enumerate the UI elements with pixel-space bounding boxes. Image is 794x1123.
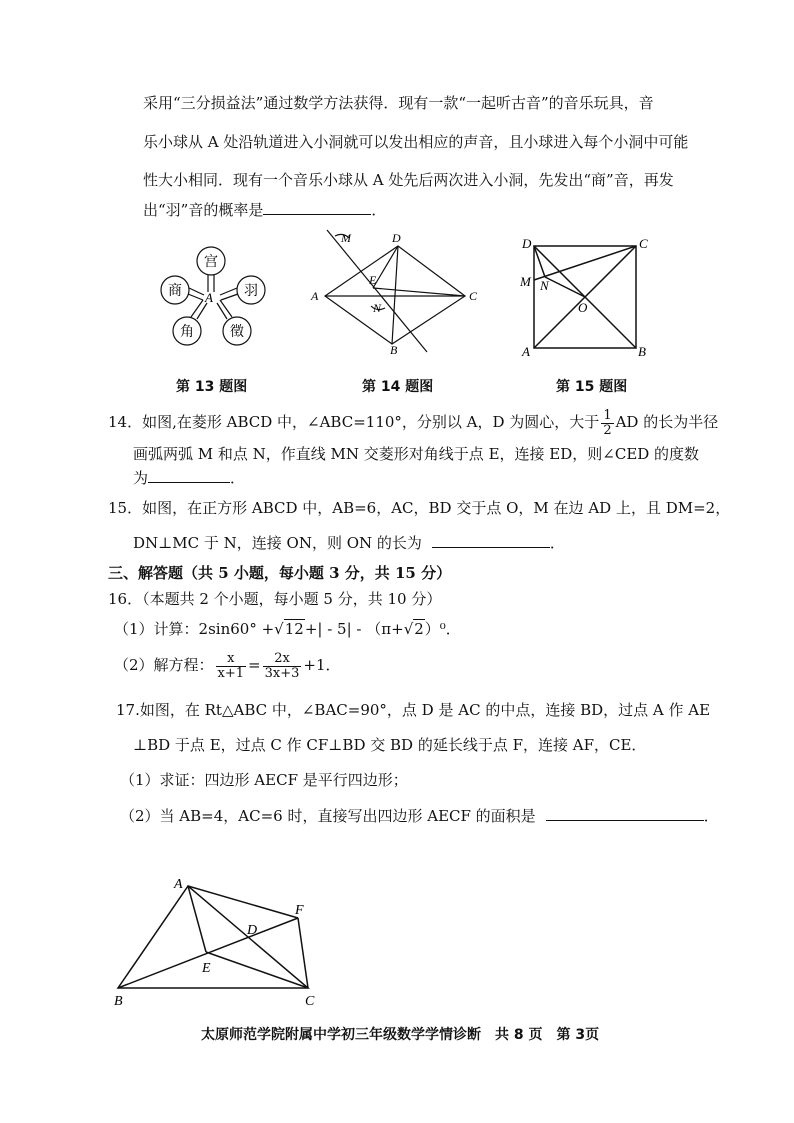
q13-line3: 性大小相同．现有一个音乐小球从 A 处先后两次进入小洞，先发出“商”音，再发 — [143, 171, 674, 189]
q16-title: 16．（本题共 2 个小题，每小题 5 分，共 10 分） — [108, 590, 442, 608]
q13-answer-blank[interactable] — [263, 214, 371, 215]
q17-end: ． — [703, 807, 719, 825]
q13-line4 — [143, 200, 386, 220]
label-m: M — [520, 274, 531, 289]
q14-answer-blank[interactable] — [148, 482, 230, 483]
caption-15: 第 15 题图 — [556, 379, 628, 395]
q14-line3-text: 为 — [133, 469, 149, 487]
label-a: A — [174, 877, 183, 892]
q16-f2-den: 3x+3 — [264, 665, 300, 681]
segment-af — [188, 886, 298, 918]
note-shang: 商 — [168, 283, 182, 299]
label-c: C — [305, 994, 315, 1009]
q14-frac-num: 1 — [603, 407, 612, 423]
q14-fraction — [601, 409, 613, 438]
sqrt-symbol: √ — [274, 620, 284, 638]
q17-answer-blank[interactable] — [546, 820, 704, 821]
note-gong: 宫 — [204, 254, 218, 270]
q16-p2-eq: = — [248, 656, 261, 674]
caption-13: 第 13 题图 — [176, 379, 248, 395]
q15-line2 — [133, 533, 565, 553]
triangle-abc — [118, 886, 308, 988]
segment-ed — [373, 246, 398, 288]
q15-end: ． — [549, 534, 565, 552]
q15-answer-blank[interactable] — [432, 547, 550, 548]
label-n: N — [540, 278, 549, 293]
q13-line4-text: 出“羽”音的概率是 — [143, 201, 264, 219]
q15-line2-text: DN⊥MC 于 N，连接 ON，则 ON 的长为 — [133, 534, 422, 552]
label-c: C — [469, 289, 478, 303]
q16-p1-a: （1）计算：2sin60° + — [114, 620, 275, 638]
q16-p1-c: ）⁰． — [424, 620, 461, 638]
note-zhi: 徵 — [230, 324, 244, 340]
figure-17 — [108, 872, 328, 1012]
label-n: N — [373, 301, 382, 315]
sqrt-symbol: √ — [403, 620, 414, 638]
note-jue: 角 — [180, 324, 194, 340]
page-footer: 太原师范学院附属中学初三年级数学学情诊断 共 8 页 第 3页 — [201, 1027, 600, 1043]
segment-ae — [188, 886, 206, 952]
q16-p1-sqrt1: 12 — [284, 620, 304, 638]
note-yu: 羽 — [244, 283, 258, 299]
q16-p1-b: +| - 5| - （π+ — [304, 620, 404, 638]
q17-line2: ⊥BD 于点 E，过点 C 作 CF⊥BD 交 BD 的延长线于点 F，连接 AF，CE． — [133, 736, 647, 754]
label-e: E — [369, 273, 377, 287]
q17-line1: 17.如图，在 Rt△ABC 中，∠BAC=90°，点 D 是 AC 的中点，连接 BD，过点 A 作 AE — [116, 701, 711, 719]
q14-line1a: 14．如图,在菱形 ABCD 中，∠ABC=110°，分别以 A，D 为圆心，大于 — [108, 413, 600, 431]
label-a: A — [522, 344, 530, 359]
q16-f1-den: x+1 — [217, 665, 245, 681]
q16-f1-num: x — [216, 652, 247, 667]
q16-fraction-1 — [216, 652, 247, 681]
label-b: B — [390, 343, 398, 357]
segment-cf — [298, 918, 308, 988]
q14-end: ． — [230, 469, 246, 487]
q14-line1 — [108, 408, 718, 438]
label-d: D — [522, 236, 532, 251]
caption-14: 第 14 题图 — [362, 379, 434, 395]
q13-line2: 乐小球从 A 处沿轨道进入小洞就可以发出相应的声音，且小球进入每个小洞中可能 — [143, 133, 689, 151]
q16-p2-b: +1． — [303, 656, 341, 674]
label-c: C — [639, 236, 648, 251]
section-3-heading: 三、解答题（共 5 小题，每小题 3 分，共 15 分） — [108, 564, 452, 582]
figure-13 — [155, 240, 275, 350]
q16-f2-num: 2x — [263, 652, 302, 667]
label-o: O — [578, 300, 588, 315]
label-b: B — [114, 994, 123, 1009]
q14-line2: 画弧两弧 M 和点 N，作直线 MN 交菱形对角线于点 E，连接 ED，则∠CED 的度数 — [133, 445, 700, 463]
q15-line1: 15．如图，在正方形 ABCD 中，AB=6，AC，BD 交于点 O，M 在边 AD 上，且 DM=2， — [108, 499, 731, 517]
q16-fraction-2 — [263, 652, 302, 681]
label-f: F — [295, 903, 304, 918]
figure-14 — [305, 228, 485, 358]
segment-mc — [534, 246, 636, 280]
label-m: M — [341, 231, 351, 245]
q13-end: ． — [371, 201, 387, 219]
q14-line3 — [133, 468, 245, 488]
q14-line1b: AD 的长为半径 — [615, 413, 719, 431]
q17-part2 — [120, 806, 719, 826]
q14-frac-den: 2 — [603, 422, 612, 438]
point-a-label: A — [205, 290, 213, 305]
label-e: E — [202, 961, 211, 976]
segment-ce — [206, 952, 308, 988]
label-d: D — [247, 923, 258, 938]
label-a: A — [311, 289, 319, 303]
segment-on — [545, 277, 585, 297]
q17-part1: （1）求证：四边形 AECF 是平行四边形； — [120, 771, 408, 789]
q13-line1: 采用“三分损益法”通过数学方法获得．现有一款“一起听古音”的音乐玩具，音 — [143, 94, 654, 112]
q16-part2 — [114, 650, 341, 681]
q16-p1-sqrt2: 2 — [414, 620, 424, 638]
q16-part1 — [114, 619, 461, 639]
figure-15 — [518, 234, 658, 360]
label-b: B — [638, 344, 646, 359]
q17-p2-text: （2）当 AB=4，AC=6 时，直接写出四边形 AECF 的面积是 — [120, 807, 536, 825]
q16-p2-a: （2）解方程： — [114, 656, 214, 674]
label-d: D — [392, 231, 401, 245]
